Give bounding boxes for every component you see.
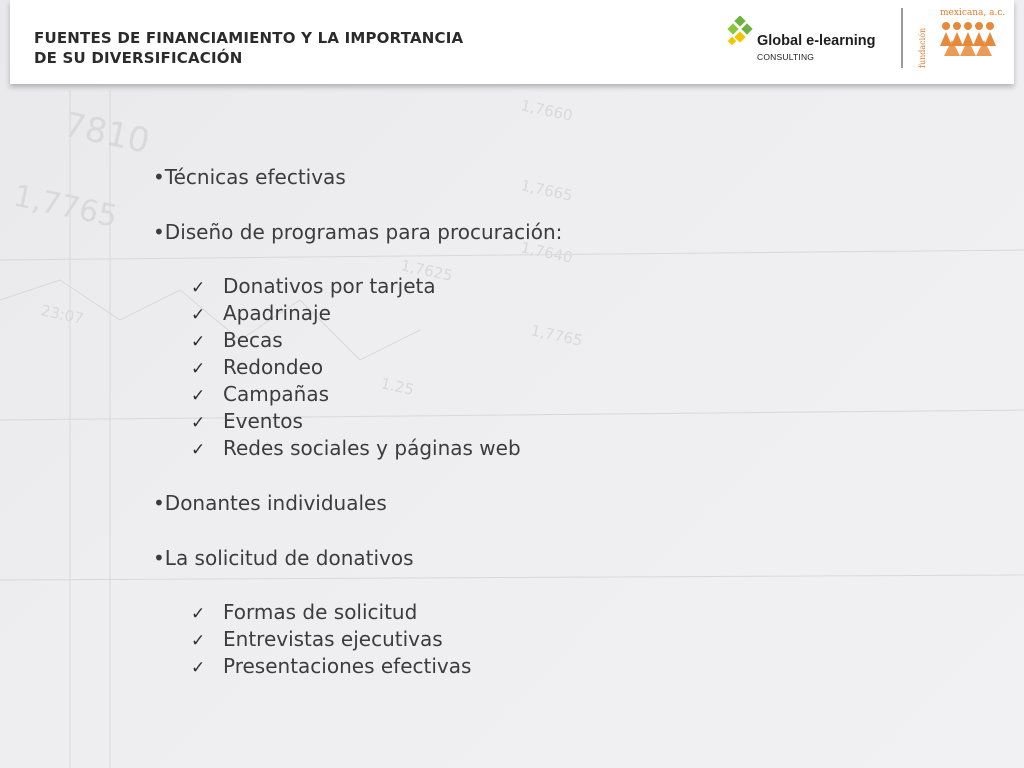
checkmark-icon: ✓ xyxy=(191,332,206,352)
check-item-label: Redondeo xyxy=(223,355,324,379)
check-item-label: Formas de solicitud xyxy=(223,600,418,624)
decor-number: 1,7625 xyxy=(399,256,455,285)
check-item-label: Presentaciones efectivas xyxy=(223,654,472,678)
bullet-diseno-programas: •Diseño de programas para procuración: xyxy=(153,220,563,244)
slide-title-line-1: FUENTES DE FINANCIAMIENTO Y LA IMPORTANCIA xyxy=(34,29,464,47)
check-item xyxy=(153,381,773,408)
check-item-label: Entrevistas ejecutivas xyxy=(223,627,443,651)
global-elearning-logo xyxy=(726,16,886,66)
decor-number: 1.25 xyxy=(379,374,416,399)
decor-number: 1,7765 xyxy=(10,178,121,235)
decor-number: 23:07 xyxy=(39,301,86,328)
fundacion-mexicana-logo xyxy=(916,6,1004,68)
checkmark-icon: ✓ xyxy=(191,413,206,433)
checkmark-icon: ✓ xyxy=(191,631,206,651)
logo-divider xyxy=(901,8,903,68)
slide-title xyxy=(34,28,463,68)
check-item-label: Apadrinaje xyxy=(223,301,331,325)
checkmark-icon: ✓ xyxy=(191,359,206,379)
check-item xyxy=(153,300,773,327)
check-item xyxy=(153,626,773,653)
global-elearning-name: Global e-learning xyxy=(757,33,876,49)
checkmark-icon: ✓ xyxy=(191,386,206,406)
check-item-label: Redes sociales y páginas web xyxy=(223,436,521,460)
bullet-solicitud-donativos: •La solicitud de donativos xyxy=(153,546,414,570)
check-item xyxy=(153,408,773,435)
check-list-solicitud xyxy=(153,599,773,680)
slide-content xyxy=(153,164,773,680)
check-item xyxy=(153,599,773,626)
check-item xyxy=(153,653,773,680)
checkmark-icon: ✓ xyxy=(191,658,206,678)
bullet-donantes-individuales: •Donantes individuales xyxy=(153,491,387,515)
check-list-programas xyxy=(153,273,773,462)
check-item xyxy=(153,435,773,462)
check-item xyxy=(153,354,773,381)
checkmark-icon: ✓ xyxy=(191,278,206,298)
bullet-tecnicas-efectivas: •Técnicas efectivas xyxy=(153,165,346,189)
decor-number: 1,7660 xyxy=(519,96,575,125)
check-item xyxy=(153,327,773,354)
people-group-icon xyxy=(938,20,1000,58)
fundacion-name: mexicana, a.c. xyxy=(940,8,1006,18)
slide-header xyxy=(10,0,1014,84)
checkmark-icon: ✓ xyxy=(191,440,206,460)
slide-title-line-2: DE SU DIVERSIFICACIÓN xyxy=(34,49,243,67)
fundacion-vertical-text: fundación xyxy=(918,27,927,68)
decor-number: 1,7640 xyxy=(519,238,575,267)
global-elearning-sub: CONSULTING xyxy=(757,52,815,62)
check-item xyxy=(153,273,773,300)
decor-number: 1,7665 xyxy=(519,176,575,205)
check-item-label: Becas xyxy=(223,328,283,352)
check-item-label: Campañas xyxy=(223,382,330,406)
decor-number: 1,7765 xyxy=(529,321,585,350)
check-item-label: Donativos por tarjeta xyxy=(223,274,436,298)
checkmark-icon: ✓ xyxy=(191,604,206,624)
checkmark-icon: ✓ xyxy=(191,305,206,325)
check-item-label: Eventos xyxy=(223,409,303,433)
puzzle-logo-icon xyxy=(726,16,756,46)
decor-number: 7810 xyxy=(60,104,154,162)
